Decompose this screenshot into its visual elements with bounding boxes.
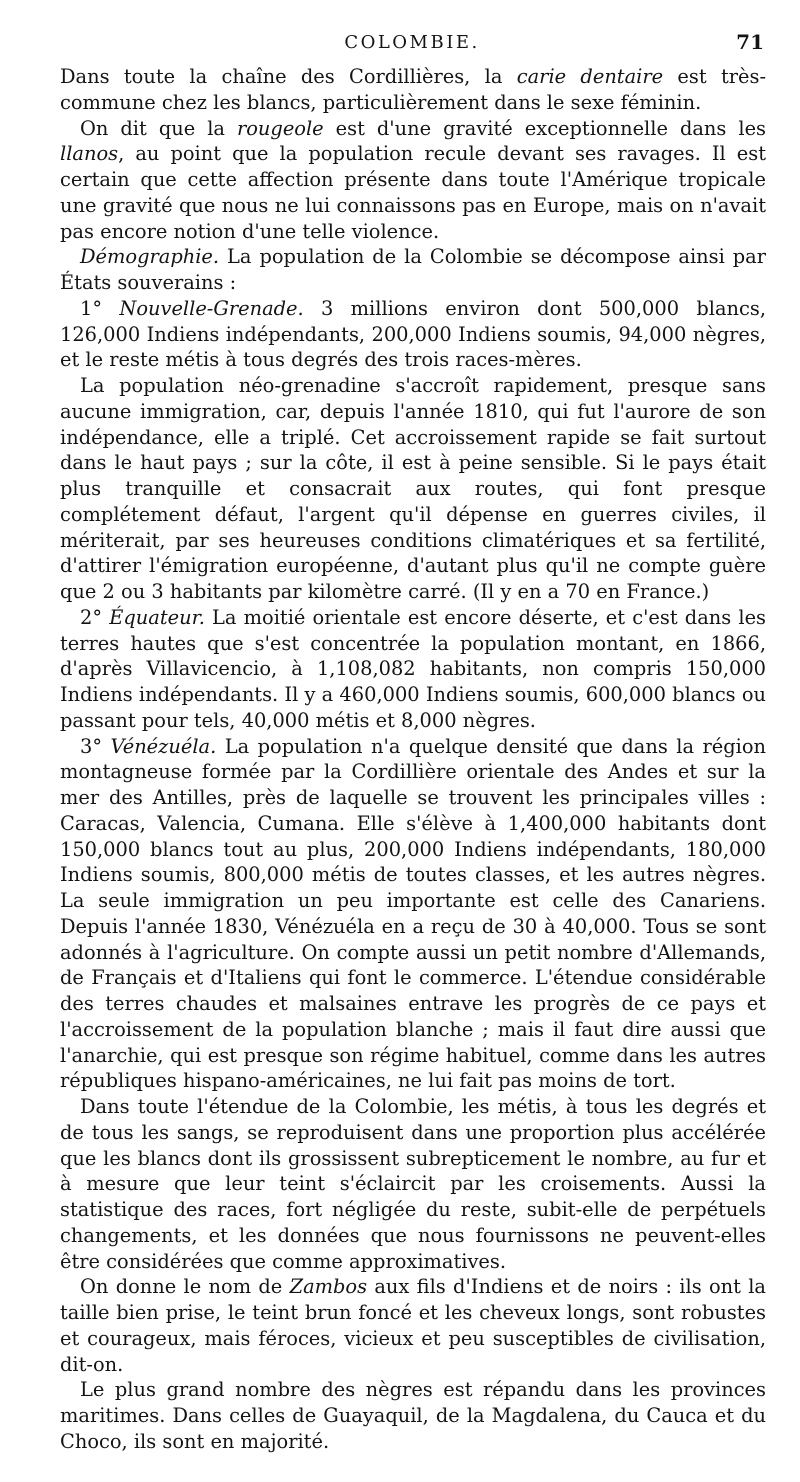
italic-term: carie dentaire — [516, 65, 664, 88]
paragraph-text: La population néo-grenadine s'accroît rapidement, presque sans aucune immigration, car, depuis l'année 1810, qui fut l'aurore de son indépendance, elle a triplé. Cet accroissement rapide se fait surtout dans le haut pays ; sur la côte, il est à peine sensible. Si le pays était plus tranquille et consacrait aux routes, qui font presque complétement défaut, l'argent qu'il dépense en guerres civiles, il mériterait, par ses heureuses conditions climatériques et sa fertilité, d'attirer l'émigration européenne, d'autant plus qu'il ne compte guère que 2 ou 3 habitants par kilomètre carré. (Il y en a 70 en France.) — [60, 374, 766, 603]
paragraph-text: est très-commune chez les blancs, particulièrement dans le sexe féminin. — [60, 65, 766, 114]
running-title: COLOMBIE. — [344, 32, 480, 53]
paragraph-metis — [60, 1094, 766, 1274]
paragraph-text: La population n'a quelque densité que dans la région montagneuse formée par la Cordillière orientale des Andes et sur la mer des Antilles, près de laquelle se trouvent les principales villes : Caracas, Valencia, Cumana. Elle s'élève à 1,400,000 habitants dont 150,000 blancs tout au plus, 200,000 Indiens indépendants, 180,000 Indiens soumis, 800,000 métis de toutes classes, et les autres nègres. La seule immigration un peu importante est celle des Canariens. Depuis l'année 1830, Vénézuéla en a reçu de 30 à 40,000. Tous se sont adonnés à l'agriculture. On compte aussi un petit nombre d'Allemands, de Français et d'Italiens qui font le commerce. L'étendue considérable des terres chaudes et malsaines entrave les progrès de ce pays et l'accroissement de la population blanche ; mais il faut dire aussi que l'anarchie, qui est presque son régime habituel, comme dans les autres républiques hispano-américaines, ne lui fait pas moins de tort. — [60, 734, 766, 1093]
paragraph-zambos — [60, 1274, 766, 1377]
italic-term: llanos — [60, 142, 119, 166]
paragraph-demography — [60, 244, 766, 296]
paragraph-text: On dit que la — [80, 116, 237, 140]
page-header — [60, 22, 764, 52]
paragraph-text: 3 millions environ dont 500,000 blancs, 126,000 Indiens indépendants, 200,000 Indiens soumis, 94,000 nègres, et le reste métis à tous degrés des trois races-mères. — [60, 296, 766, 372]
item-number: 2° — [80, 605, 110, 629]
paragraph-text: La moitié orientale est encore déserte, et c'est dans les terres hautes que s'est concentrée la population montant, en 1866, d'après Villavicencio, à 1,108,082 habitants, non compris 150,000 Indiens indépendants. Il y a 460,000 Indiens soumis, 600,000 blancs ou passant pour tels, 40,000 métis et 8,000 nègres. — [60, 605, 766, 732]
paragraph-text: Dans toute l'étendue de la Colombie, les métis, à tous les degrés et de tous les sangs, se reproduisent dans une proportion plus accélérée que les blancs dont ils grossissent subrepticement le nombre, au fur et à mesure que leur teint s'éclaircit par les croisements. Aussi la statistique des races, fort négligée du reste, subit-elle de perpétuels changements, et les données que nous fournissons ne peuvent-elles être considérées que comme approximatives. — [60, 1095, 766, 1273]
italic-term: Zambos — [289, 1275, 368, 1299]
paragraph-text: Le plus grand nombre des nègres est répandu dans les provinces maritimes. Dans celles de Guayaquil, de la Magdalena, du Cauca et du Choco, ils sont en majorité. — [60, 1378, 766, 1453]
item-number: 3° — [80, 734, 111, 758]
paragraph-text: La population de la Colombie se décompose ainsi par États souverains : — [60, 245, 766, 294]
italic-term: rougeole — [236, 116, 324, 140]
section-heading: Démographie. — [80, 245, 220, 269]
paragraph-measles — [60, 116, 766, 245]
body-text — [60, 64, 766, 1455]
paragraph-text: est d'une gravité exceptionnelle dans les — [323, 116, 766, 140]
paragraph-venezuela — [60, 734, 766, 1095]
paragraph-equateur — [60, 605, 766, 734]
state-name: Nouvelle-Grenade. — [119, 296, 304, 320]
paragraph-nouvelle-grenade — [60, 296, 766, 373]
state-name: Équateur. — [109, 605, 205, 629]
paragraph-text: , au point que la population recule devant ses ravages. Il est certain que cette affection présente dans toute l'Amérique tropicale une gravité que nous ne lui connaissons pas en Europe, mais on n'avait pas encore notion d'une telle violence. — [60, 142, 766, 243]
paragraph-neo-granadine-population — [60, 373, 766, 605]
state-name: Vénézuéla. — [110, 734, 217, 758]
paragraph-text: aux fils d'Indiens et de noirs : ils ont la taille bien prise, le teint brun foncé et les cheveux longs, sont robustes et courageux, mais féroces, vicieux et peu susceptibles de civilisation, dit-on. — [60, 1275, 766, 1376]
paragraph-dental-caries — [60, 64, 766, 116]
item-number: 1° — [80, 296, 120, 320]
paragraph-negres — [60, 1377, 766, 1454]
page-number: 71 — [736, 30, 764, 54]
paragraph-text: Dans toute la chaîne des Cordillières, la — [60, 65, 517, 88]
paragraph-text: On donne le nom de — [80, 1275, 290, 1299]
